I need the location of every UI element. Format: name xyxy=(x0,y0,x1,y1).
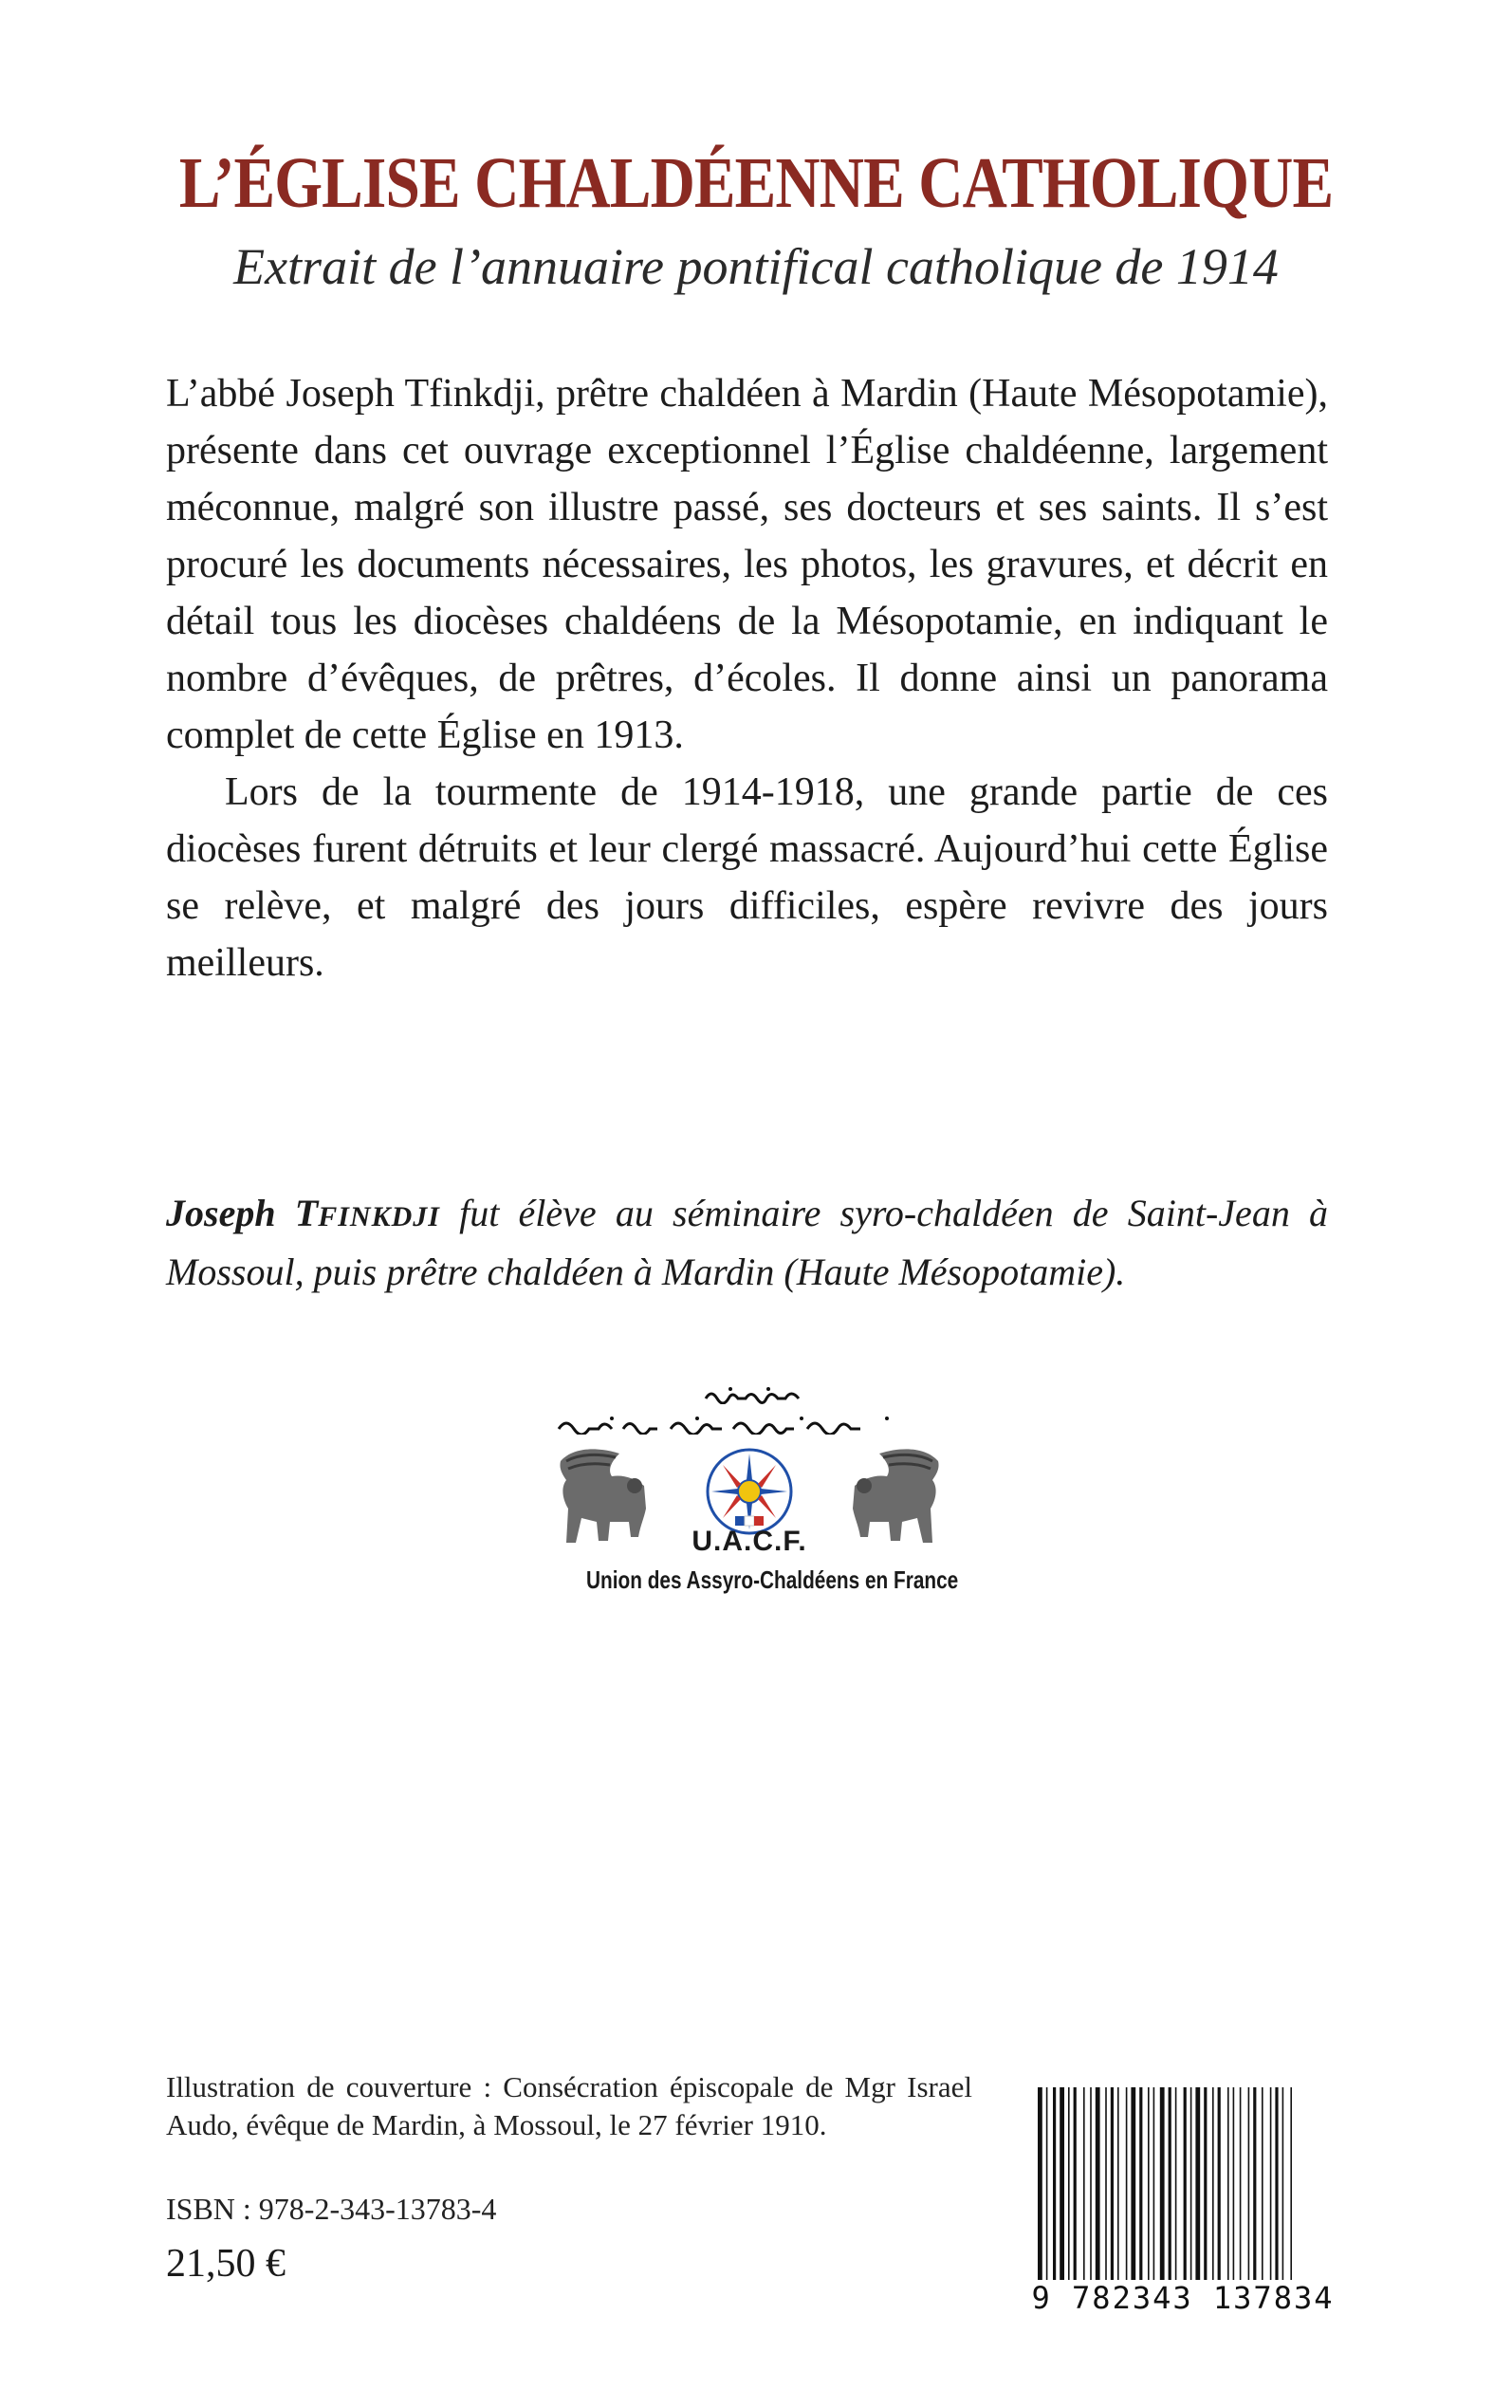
author-bio xyxy=(166,1186,1328,1300)
summary-paragraph-1: L’abbé Joseph Tfinkdji, prêtre chaldéen à Mardin (Haute Mésopotamie), présente dans cet ouvrage exceptionnel l’Église chaldéenne, largement méconnue, malgré son illustre passé, ses docteurs et ses saints. Il s’est procuré les documents nécessaires, les photos, les gravures, et décrit en détail tous les diocèses chaldéens de la Mésopotamie, en indiquant le nombre d’évêques, de prêtres, d’écoles. Il donne ainsi un panorama complet de cette Église en 1913. xyxy=(166,372,1328,757)
syriac-script-heading xyxy=(702,1385,806,1404)
barcode-icon xyxy=(1036,2087,1328,2306)
summary-paragraph-2: Lors de la tourmente de 1914-1918, une grande partie de ces diocèses furent détruits et leur clergé massacré. Aujourd’hui cette Église se relève, et malgré des jours difficiles, espère revivre des jours meilleurs. xyxy=(166,770,1328,985)
author-name xyxy=(166,1192,440,1234)
price: 21,50 € xyxy=(166,2242,286,2286)
logo-organization-name: Union des Assyro-Chaldéens en France xyxy=(586,1565,959,1594)
book-title: L’ÉGLISE CHALDÉENNE CATHOLIQUE xyxy=(178,143,1334,223)
syriac-script-line xyxy=(555,1414,944,1435)
isbn: ISBN : 978-2-343-13783-4 xyxy=(166,2192,497,2226)
author-first-name: Joseph xyxy=(166,1192,276,1234)
book-subtitle: Extrait de l’annuaire pontifical catholique de 1914 xyxy=(233,238,1279,295)
publisher-logo xyxy=(545,1385,959,1613)
author-surname-initial: T xyxy=(294,1192,319,1234)
cover-illustration-credit: Illustration de couverture : Consécration épiscopale de Mgr Israel Audo, évêque de Mardin, à Mossoul, le 27 février 1910. xyxy=(166,2070,972,2141)
author-bio-text: fut élève au séminaire syro-chaldéen de Saint-Jean à Mossoul, puis prêtre chaldéen à Mardin (Haute Mésopotamie). xyxy=(166,1192,1329,1293)
back-cover-summary xyxy=(166,365,1328,991)
author-surname-rest: FINKDJI xyxy=(318,1201,440,1232)
logo-abbreviation: U.A.C.F. xyxy=(691,1526,807,1557)
barcode-digits: 9 782343 137834 xyxy=(1026,2280,1339,2316)
